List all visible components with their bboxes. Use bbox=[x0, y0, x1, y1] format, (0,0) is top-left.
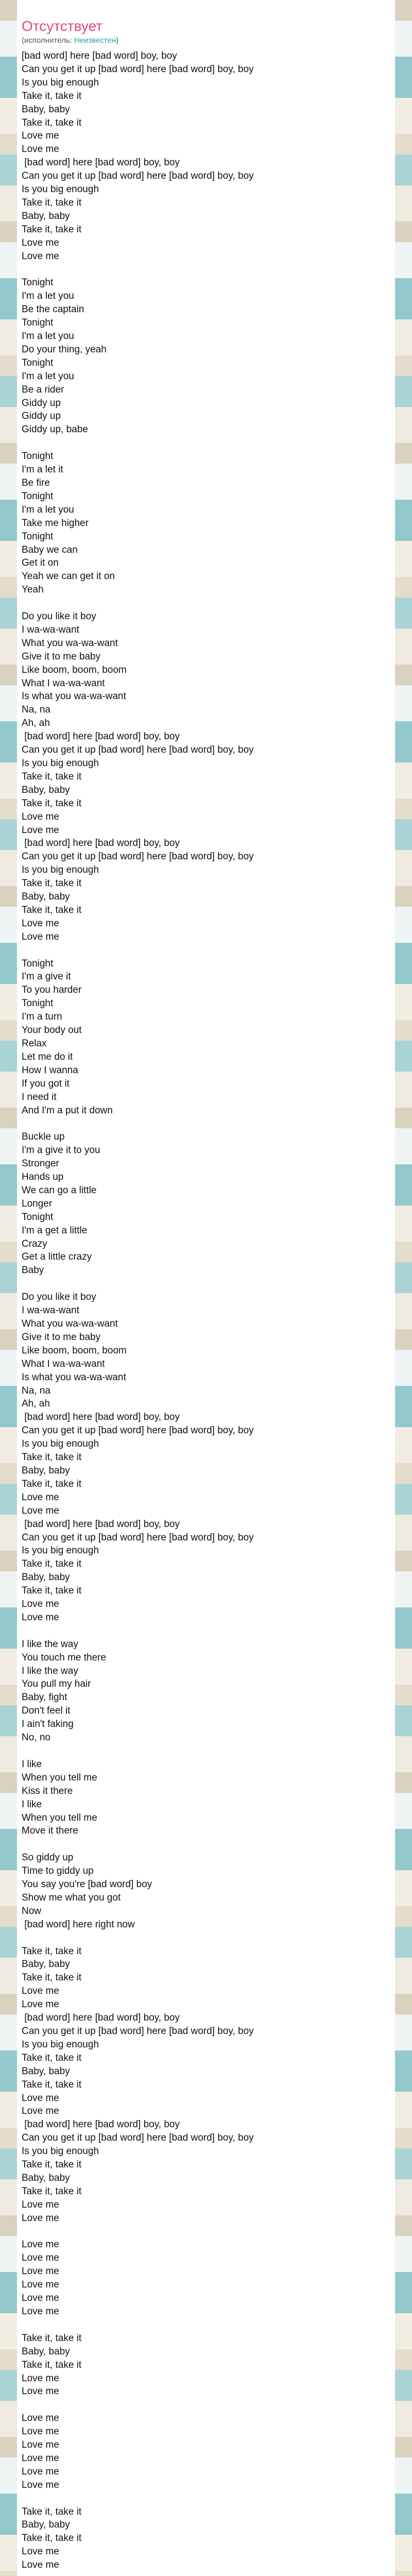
lyrics-line: I'm a let you bbox=[22, 504, 74, 515]
lyrics-line: You say you're [bad word] boy bbox=[22, 1879, 152, 1890]
lyrics-stanza bbox=[22, 2505, 392, 2572]
lyrics-line: Take it, take it bbox=[22, 2359, 82, 2370]
lyrics-line: Love me bbox=[22, 2252, 59, 2264]
lyrics-line: Is what you wa-wa-want bbox=[22, 1371, 126, 1383]
lyrics-line: Tonight bbox=[22, 1211, 54, 1223]
lyrics-stanza bbox=[22, 1758, 392, 1838]
lyrics-stanza bbox=[22, 1945, 392, 2225]
lyrics-line: [bad word] here [bad word] boy, boy bbox=[22, 838, 180, 849]
lyrics-line: I like bbox=[22, 1758, 42, 1770]
lyrics-line: Love me bbox=[22, 811, 59, 822]
lyrics-line: Is you big enough bbox=[22, 757, 99, 769]
lyrics-line: Love me bbox=[22, 144, 59, 155]
lyrics-line: Love me bbox=[22, 2426, 59, 2437]
lyrics-line: Can you get it up [bad word] here [bad word] boy, boy bbox=[22, 171, 254, 182]
artist-suffix: ) bbox=[116, 36, 119, 45]
lyrics-line: And I'm a put it down bbox=[22, 1105, 113, 1116]
lyrics-line: Take it, take it bbox=[22, 2185, 82, 2197]
lyrics-line: Love me bbox=[22, 2293, 59, 2304]
lyrics-line: Give it to me baby bbox=[22, 1331, 101, 1343]
lyrics-line: Love me bbox=[22, 2306, 59, 2317]
lyrics-line: Is you big enough bbox=[22, 184, 99, 195]
lyrics-line: What you wa-wa-want bbox=[22, 1318, 118, 1329]
lyrics-line: Giddy up bbox=[22, 397, 61, 409]
lyrics-line: I'm a get a little bbox=[22, 1225, 88, 1236]
lyrics-line: Take it, take it bbox=[22, 1452, 82, 1463]
lyrics-line: Baby, baby bbox=[22, 1465, 70, 1476]
lyrics-line: I'm a give it to you bbox=[22, 1145, 100, 1156]
lyrics-line: Love me bbox=[22, 824, 59, 836]
lyrics-line: No, no bbox=[22, 1732, 50, 1743]
lyrics-line: Ah, ah bbox=[22, 1398, 50, 1410]
lyrics-line: Is you big enough bbox=[22, 2039, 99, 2050]
lyrics-line: Crazy bbox=[22, 1238, 47, 1249]
lyrics-line: Tonight bbox=[22, 277, 54, 289]
lyrics-line: Love me bbox=[22, 2452, 59, 2464]
lyrics-line: [bad word] here [bad word] boy, boy bbox=[22, 1518, 180, 1530]
lyrics-line: Tonight bbox=[22, 958, 54, 969]
lyrics-line: Tonight bbox=[22, 998, 54, 1009]
lyrics-line: Move it there bbox=[22, 1825, 78, 1837]
lyrics-line: I'm a let you bbox=[22, 291, 74, 302]
lyrics-stanza bbox=[22, 2238, 392, 2318]
lyrics-line: Love me bbox=[22, 2092, 59, 2104]
lyrics-line: Is what you wa-wa-want bbox=[22, 691, 126, 702]
lyrics-line: I need it bbox=[22, 1091, 57, 1103]
lyrics-line: Let me do it bbox=[22, 1051, 73, 1062]
lyrics-line: Can you get it up [bad word] here [bad word] boy, boy bbox=[22, 63, 254, 75]
lyrics-line: Show me what you got bbox=[22, 1892, 121, 1903]
lyrics-line: Stronger bbox=[22, 1158, 59, 1170]
song-header bbox=[22, 18, 392, 45]
lyrics-line: Be fire bbox=[22, 477, 50, 488]
lyrics-line: I wa-wa-want bbox=[22, 1305, 79, 1316]
lyrics-line: Tonight bbox=[22, 451, 54, 462]
lyrics-line: Na, na bbox=[22, 1385, 50, 1396]
lyrics-line: Be the captain bbox=[22, 304, 84, 315]
lyrics-line: Take it, take it bbox=[22, 90, 82, 101]
lyrics-line: Love me bbox=[22, 2479, 59, 2490]
lyrics-line: When you tell me bbox=[22, 1772, 97, 1783]
lyrics-line: Baby, baby bbox=[22, 104, 70, 115]
lyrics-line: Is you big enough bbox=[22, 865, 99, 876]
lyrics-line: Like boom, boom, boom bbox=[22, 1345, 127, 1356]
lyrics-line: Love me bbox=[22, 1612, 59, 1623]
lyrics-line: Take it, take it bbox=[22, 224, 82, 235]
lyrics-line: I like bbox=[22, 1799, 42, 1810]
lyrics-line: Do you like it boy bbox=[22, 1292, 96, 1303]
lyrics-stanza bbox=[22, 2412, 392, 2492]
lyrics-line: Love me bbox=[22, 2560, 59, 2571]
lyrics-line: Love me bbox=[22, 2212, 59, 2224]
lyrics-line: Love me bbox=[22, 1599, 59, 1610]
lyrics-line: I'm a give it bbox=[22, 971, 71, 982]
lyrics-line: Love me bbox=[22, 2386, 59, 2397]
lyrics-line: [bad word] here [bad word] boy, boy bbox=[22, 2119, 180, 2130]
lyrics-line: [bad word] here [bad word] boy, boy bbox=[22, 1412, 180, 1423]
artist-line bbox=[22, 36, 392, 45]
artist-link[interactable]: Неизвестен bbox=[74, 36, 116, 45]
lyrics-line: [bad word] here [bad word] boy, boy bbox=[22, 2012, 180, 2024]
lyrics-stanza bbox=[22, 49, 392, 263]
lyrics-line: Love me bbox=[22, 2239, 59, 2250]
lyrics-line: Do your thing, yeah bbox=[22, 344, 107, 355]
lyrics-line: Now bbox=[22, 1905, 42, 1917]
lyrics-line: Get a little crazy bbox=[22, 1251, 92, 1263]
lyrics-line: Hands up bbox=[22, 1172, 64, 1183]
lyrics-line: You touch me there bbox=[22, 1652, 107, 1663]
lyrics-line: I'm a let you bbox=[22, 331, 74, 342]
lyrics-stanza bbox=[22, 1291, 392, 1624]
lyrics-line: Baby bbox=[22, 1265, 44, 1276]
lyrics-line: I like the way bbox=[22, 1665, 78, 1676]
lyrics-line: You pull my hair bbox=[22, 1679, 91, 1690]
lyrics-line: Take it, take it bbox=[22, 878, 82, 889]
lyrics-line: Take me higher bbox=[22, 517, 89, 529]
lyrics-line: Take it, take it bbox=[22, 2332, 82, 2344]
lyrics-line: [bad word] here [bad word] boy, boy bbox=[22, 157, 180, 168]
lyrics-line: Don't feel it bbox=[22, 1705, 71, 1717]
lyrics-line: Is you big enough bbox=[22, 2146, 99, 2157]
lyrics-line: Get it on bbox=[22, 557, 59, 569]
lyrics-line: Take it, take it bbox=[22, 2079, 82, 2090]
lyrics-line: Can you get it up [bad word] here [bad word] boy, boy bbox=[22, 851, 254, 862]
lyrics-line: Na, na bbox=[22, 704, 50, 716]
lyrics-line: Baby, baby bbox=[22, 1959, 70, 1970]
lyrics-line: What I wa-wa-want bbox=[22, 677, 105, 689]
lyrics-line: Baby, baby bbox=[22, 1572, 70, 1583]
lyrics-line: [bad word] here [bad word] boy, boy bbox=[22, 731, 180, 742]
lyrics-line: [bad word] here right now bbox=[22, 1919, 135, 1930]
lyrics-stanza bbox=[22, 450, 392, 597]
lyrics-line: Love me bbox=[22, 2106, 59, 2117]
lyrics-line: Like boom, boom, boom bbox=[22, 664, 127, 675]
lyrics-line: Buckle up bbox=[22, 1131, 65, 1143]
lyrics-line: [bad word] here [bad word] boy, boy bbox=[22, 50, 177, 61]
lyrics-line: I like the way bbox=[22, 1638, 78, 1650]
lyrics-line: Love me bbox=[22, 1986, 59, 1997]
lyrics-line: Time to giddy up bbox=[22, 1866, 94, 1877]
lyrics-line: Take it, take it bbox=[22, 117, 82, 128]
lyrics-line: Take it, take it bbox=[22, 2159, 82, 2171]
lyrics-line: Love me bbox=[22, 2466, 59, 2477]
lyrics-line: Love me bbox=[22, 250, 59, 262]
lyrics-line: Your body out bbox=[22, 1025, 82, 1036]
lyrics-line: So giddy up bbox=[22, 1852, 74, 1863]
lyrics-line: Take it, take it bbox=[22, 771, 82, 782]
lyrics-line: Love me bbox=[22, 2546, 59, 2557]
lyrics-line: Relax bbox=[22, 1038, 47, 1049]
lyrics-line: How I wanna bbox=[22, 1064, 78, 1076]
lyrics-line: We can go a little bbox=[22, 1184, 97, 1196]
lyrics-line: Love me bbox=[22, 2266, 59, 2277]
lyrics-stanza bbox=[22, 1638, 392, 1744]
lyrics-line: Love me bbox=[22, 130, 59, 142]
lyrics-line: Tonight bbox=[22, 357, 54, 368]
artist-prefix: (исполнитель: bbox=[22, 36, 74, 45]
lyrics-line: What I wa-wa-want bbox=[22, 1358, 105, 1369]
lyrics-line: Love me bbox=[22, 918, 59, 929]
lyrics-line: Take it, take it bbox=[22, 798, 82, 809]
lyrics-line: Love me bbox=[22, 2279, 59, 2291]
lyrics-line: Baby, baby bbox=[22, 210, 70, 222]
lyrics-line: Tonight bbox=[22, 490, 54, 502]
lyrics-line: What you wa-wa-want bbox=[22, 637, 118, 649]
lyrics-line: Is you big enough bbox=[22, 1545, 99, 1556]
lyrics-stanza bbox=[22, 610, 392, 944]
lyrics-line: I'm a let you bbox=[22, 370, 74, 382]
lyrics-line: I wa-wa-want bbox=[22, 624, 79, 635]
lyrics-line: Take it, take it bbox=[22, 1585, 82, 1597]
lyrics-line: Baby, baby bbox=[22, 2346, 70, 2357]
lyrics-line: Giddy up bbox=[22, 411, 61, 422]
lyrics-line: Take it, take it bbox=[22, 1478, 82, 1489]
song-title: Отсутствует bbox=[22, 18, 103, 34]
lyrics-line: Take it, take it bbox=[22, 1558, 82, 1570]
lyrics-line: Love me bbox=[22, 931, 59, 942]
lyrics-line: Take it, take it bbox=[22, 197, 82, 208]
lyrics-line: Love me bbox=[22, 1999, 59, 2010]
lyrics-line: Can you get it up [bad word] here [bad word] boy, boy bbox=[22, 1425, 254, 1436]
lyrics-line: Take it, take it bbox=[22, 2052, 82, 2063]
lyrics-stanza bbox=[22, 957, 392, 1117]
lyrics-stanza bbox=[22, 276, 392, 436]
lyrics-line: Giddy up, babe bbox=[22, 424, 88, 435]
lyrics-line: Take it, take it bbox=[22, 1945, 82, 1957]
lyrics-stanza bbox=[22, 1130, 392, 1277]
lyrics-line: Baby, baby bbox=[22, 2519, 70, 2531]
lyrics-line: Kiss it there bbox=[22, 1785, 73, 1797]
lyrics-line: Can you get it up [bad word] here [bad word] boy, boy bbox=[22, 2132, 254, 2144]
lyrics-line: Take it, take it bbox=[22, 2533, 82, 2544]
lyrics-line: Yeah we can get it on bbox=[22, 571, 115, 582]
lyrics-line: Tonight bbox=[22, 317, 54, 329]
lyrics-line: Baby, fight bbox=[22, 1692, 67, 1703]
lyrics-line: Is you big enough bbox=[22, 1438, 99, 1450]
lyrics-line: When you tell me bbox=[22, 1812, 97, 1823]
lyrics-line: Can you get it up [bad word] here [bad word] boy, boy bbox=[22, 1532, 254, 1543]
lyrics-line: Baby, baby bbox=[22, 2065, 70, 2077]
lyrics-line: Love me bbox=[22, 1505, 59, 1516]
lyrics-line: Ah, ah bbox=[22, 718, 50, 729]
lyrics-line: I'm a turn bbox=[22, 1011, 62, 1023]
lyrics-line: Do you like it boy bbox=[22, 611, 96, 622]
lyrics-line: Love me bbox=[22, 1492, 59, 1503]
lyrics-line: Baby we can bbox=[22, 544, 78, 555]
lyrics-line: Give it to me baby bbox=[22, 651, 101, 662]
lyrics-line: Tonight bbox=[22, 531, 54, 542]
lyrics-line: I ain't faking bbox=[22, 1719, 74, 1730]
lyrics-line: Baby, baby bbox=[22, 2172, 70, 2183]
lyrics-line: Love me bbox=[22, 2199, 59, 2210]
lyrics-line: Take it, take it bbox=[22, 2506, 82, 2517]
lyrics-stanza bbox=[22, 2332, 392, 2399]
lyrics-line: If you got it bbox=[22, 1078, 70, 1089]
lyrics-line: To you harder bbox=[22, 985, 82, 996]
lyrics-line: Longer bbox=[22, 1198, 53, 1209]
lyrics-line: Take it, take it bbox=[22, 1972, 82, 1984]
lyrics-line: Take it, take it bbox=[22, 904, 82, 916]
lyrics-stanza bbox=[22, 1851, 392, 1931]
lyrics-line: Can you get it up [bad word] here [bad word] boy, boy bbox=[22, 2025, 254, 2037]
lyrics-text bbox=[22, 49, 392, 2572]
lyrics-line: Baby, baby bbox=[22, 891, 70, 903]
lyrics-line: Love me bbox=[22, 2413, 59, 2424]
lyrics-line: Love me bbox=[22, 2439, 59, 2451]
lyrics-line: Love me bbox=[22, 237, 59, 248]
lyrics-line: Baby, baby bbox=[22, 784, 70, 795]
lyrics-line: Yeah bbox=[22, 584, 44, 596]
lyrics-line: I'm a let it bbox=[22, 464, 63, 476]
lyrics-line: Is you big enough bbox=[22, 77, 99, 88]
lyrics-line: Can you get it up [bad word] here [bad word] boy, boy bbox=[22, 744, 254, 756]
lyrics-line: Be a rider bbox=[22, 384, 64, 395]
lyrics-line: Love me bbox=[22, 2372, 59, 2384]
